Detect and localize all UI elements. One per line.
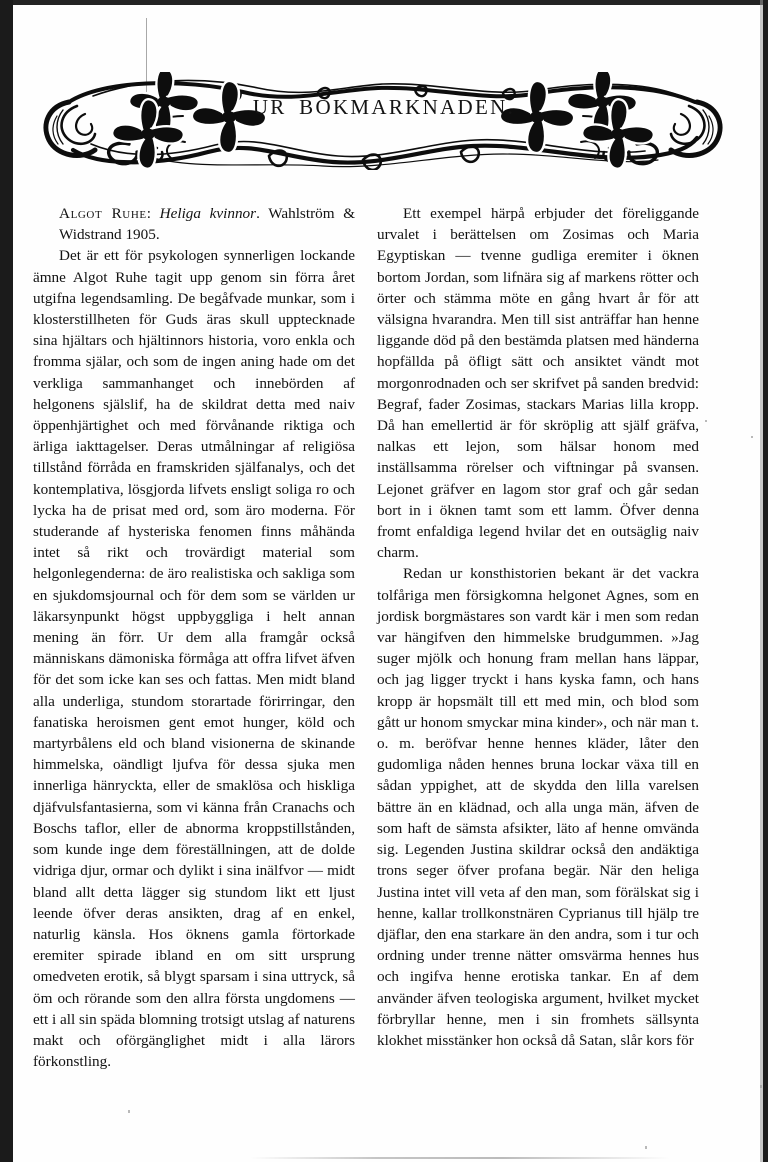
scan-bottom-smudge <box>250 1157 670 1159</box>
column-right <box>377 203 699 1072</box>
paragraph: Ett exempel härpå erbjuder det föreliggande urvalet i berättelsen om Zosimas och Maria Egyptiskan — tvenne gudliga eremiter i öknen bortom Jordan, som lifnära sig af markens rötter och örter och stämma möte en gång hvart år för att välsigna hvarandra. Men till sist anträffar han henne liggande död på den bestämda platsen med händerna hopfällda på öfligt sätt och ansiktet vändt mot morgonrodnaden och ser skrifvet på sanden bredvid: Begraf, fader Zosimas, stackars Marias lilla kropp. Då han emellertid är för skröplig att själf gräfva, nalkas ett lejon, som hälsar honom med inställsamma rörelser och viftningar på svansen. Lejonet gräfver en lagom stor graf och går sedan bort in i öknen tamt som ett lamm. Öfver denna fromt enfaldiga legend hvilar det en outsäglig naiv charm. <box>377 205 699 562</box>
citation-author: Algot Ruhe <box>59 205 147 222</box>
scan-speck <box>760 1085 762 1088</box>
column-left <box>33 203 355 1072</box>
art-nouveau-ornament <box>33 72 733 170</box>
paragraph: Det är ett för psykologen synnerligen lockande ämne Algot Ruhe tagit upp genom sin förra året utgifna legendsamling. De begåfvade munkar, som i klosterstillheten för Guds äras skull upptecknade sina hjältars och hjältinnors historia, voro enkla och fromma själar, och som de ingen aning hade om det verkliga sammanhanget och innebörden af helgonens själslif, ha de skildrat detta med naiv öppenhjärtighet och med förvånande riktiga och ärliga iakttagelser. Deras utmålningar af religiösa tillstånd förråda en framskriden själfanalys, och det kontemplativa, lösgjorda lifvets ensligt soliga ro och lycka ha de prisat med ord, som äro moderna. För studerande af hysteriska fenomen finns måhända intet så rikt och trovärdigt material som helgonlegenderna: de äro realistiska och sakliga som en sjukdomsjournal och för dem som se världen ur läkarsynpunkt högst uppbyggliga i helt annan mening än förr. Ur dem alla framgår också människans dämoniska förmåga att offra lifvet äfven för det som icke kan ses och fattas. Men midt bland alla underliga, stundom storartade förirringar, den fanatiska heroismen gent emot hunger, köld och martyrbålens eld och bland visionerna de skinande himmelska, oändligt ljufva för dessa sjuka men innerliga hänryckta, eller de smaklösa och hiskliga djäfvulsfantasierna, som vi känna från Cranachs och Boschs taflor, eller de abnorma kroppstillstånden, som kunde inge dem föreställningen, att de dolde vidriga djur, ormar och dylikt i sina inälfvor — midt bland allt detta lägger sig stundom likt ett ljust leende öfver deras ansikten, drag af en enkel, naturlig känsla. Hos öknens gamla förtorkade eremiter spirade ibland en om sitt ursprung omedveten erotik, så blygt sparsam i sina uttryck, så öm och rörande som den allra första ungdomens — ett i all sin späda blomning trotsigt utslag af naturens makt och oförgänglighet midt i alla lärors förkonstling. <box>33 247 355 1071</box>
scan-speck <box>645 1146 647 1149</box>
scan-edge-right-gray <box>760 0 763 1162</box>
citation-title: Heliga kvinnor <box>159 205 257 222</box>
citation-separator: : <box>146 205 151 222</box>
scan-speck <box>751 436 753 438</box>
scan-speck <box>128 1110 130 1113</box>
body-columns <box>33 203 735 1072</box>
page-title: UR BOKMARKNADEN. <box>252 95 516 119</box>
scan-edge-right <box>763 0 768 1162</box>
scan-edge-top <box>13 0 768 5</box>
book-citation <box>33 203 355 245</box>
scan-edge-left <box>0 0 13 1162</box>
paragraph: Redan ur konsthistorien bekant är det vackra tolfåriga men försigkomna helgonet Agnes, som en jordisk borgmästares son vardt kär i men som redan var hängifven den himmelske brudgummen. »Jag suger mjölk och honung fram mellan hans läppar, och jag ligger tryckt i hans kyska famn, och hans kropp är hopsmält till ett med min, och blod som gått ur honom smyckar mina kinder», och när man t. o. m. beröfvar henne hennes kläder, låter den gudomliga nåden hennes bruna lockar växa till en sådan yppighet, att de skydda den lilla varelsen bättre än en klädnad, och alla unga män, äfven de som haft de sämsta afsikter, läto af henne omvända sig. Legenden Justina skildrar också den andäktiga trons seger öfver profana begär. När den heliga Justina intet vill veta af den man, som förälskat sig i henne, kallar trollkonstnären Cyprianus till hjälp tre djäflar, den ena starkare än den andra, som i tur och ordning under trenne nätter omsvärma hennes hus och ingifva henne erotiska tankar. En af dem använder äfven teologiska argument, hvilket mycket förbryllar henne, men i sin fromhets sällsynta klokhet misstänker hon också då Satan, slår kors för <box>377 565 699 1049</box>
citation-publisher: . Wahlström & Widstrand 1905. <box>59 205 356 244</box>
